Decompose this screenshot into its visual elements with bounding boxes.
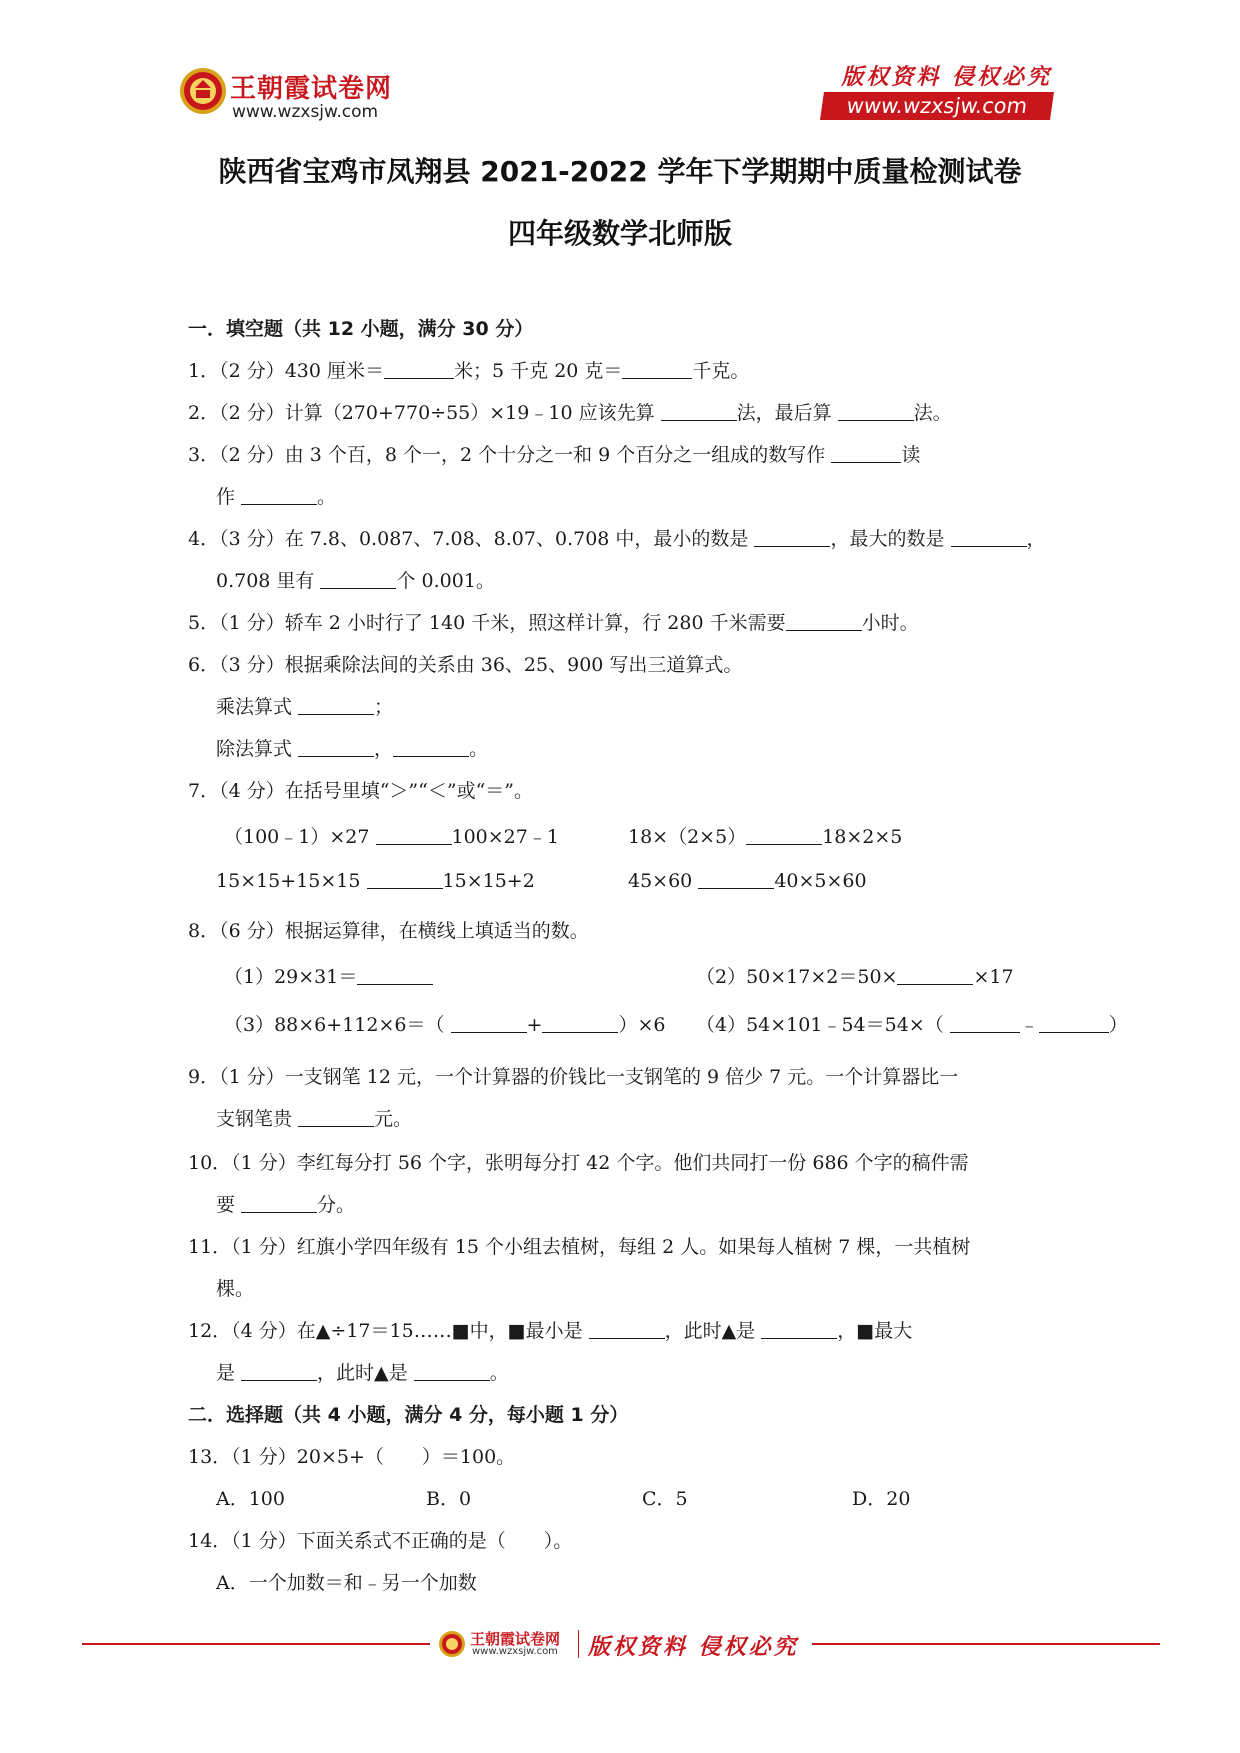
q13-option-b[interactable]: B．0 <box>426 1488 472 1510</box>
footer-divider <box>82 1643 430 1645</box>
brand-emblem-icon <box>178 66 228 116</box>
q3-text-b: 读 <box>901 444 921 466</box>
q8-s4b: ﹣ <box>1019 1014 1039 1036</box>
q4-text-b: ，最大的数是 <box>830 528 951 550</box>
question-12-cont <box>216 1358 509 1385</box>
q13-option-d[interactable]: D．20 <box>852 1488 911 1510</box>
q4-text-e: 个 0.001。 <box>396 570 495 592</box>
q7-r1c: 18×（2×5） <box>628 826 747 848</box>
answer-blank[interactable] <box>241 1194 317 1213</box>
answer-blank[interactable] <box>320 570 396 589</box>
brand-logo <box>178 64 398 124</box>
q2-text-c: 法。 <box>913 402 952 424</box>
q12-text-f: 。 <box>489 1362 509 1384</box>
q5-text-b: 小时。 <box>861 612 919 634</box>
page-title: 陕西省宝鸡市凤翔县 2021-2022 学年下学期期中质量检测试卷 <box>218 155 1022 188</box>
q12-text-c: ，■最大 <box>837 1320 913 1342</box>
question-9-cont <box>216 1104 412 1131</box>
answer-blank[interactable] <box>622 360 692 379</box>
q8-sub4 <box>696 1010 1128 1037</box>
section-heading: 一．填空题（共 12 小题，满分 30 分） <box>188 318 534 340</box>
q2-text-a: 2．（2 分）计算（270+770÷55）×19﹣10 应该先算 <box>188 402 661 424</box>
q7-r2d: 40×5×60 <box>774 870 867 892</box>
q6-text-e: ， <box>374 738 394 760</box>
q3-text-c: 作 <box>216 486 242 508</box>
answer-blank[interactable] <box>761 1320 837 1339</box>
q7-r2b: 15×15+2 <box>442 870 535 892</box>
q12-text-d: 是 <box>216 1362 242 1384</box>
answer-blank[interactable] <box>754 528 830 547</box>
answer-blank[interactable] <box>950 1014 1020 1033</box>
q3-text-d: 。 <box>317 486 337 508</box>
question-1 <box>188 356 749 383</box>
q6-text-c: ； <box>374 696 394 718</box>
question-10-cont <box>216 1190 355 1217</box>
footer-separator <box>578 1630 579 1658</box>
answer-blank[interactable] <box>951 528 1027 547</box>
q1-text-c: 千克。 <box>692 360 750 382</box>
answer-blank[interactable] <box>589 1320 665 1339</box>
q5-text-a: 5．（1 分）轿车 2 小时行了 140 千米，照这样计算，行 280 千米需要 <box>188 612 786 634</box>
answer-blank[interactable] <box>298 738 374 757</box>
question-10: 10．（1 分）李红每分打 56 个字，张明每分打 42 个字。他们共同打一份 686 个字的稿件需 <box>188 1152 969 1174</box>
page-footer <box>0 1620 1240 1660</box>
q6-text-b: 乘法算式 <box>216 696 299 718</box>
q13-option-a[interactable]: A．100 <box>216 1488 285 1510</box>
page-subtitle: 四年级数学北师版 <box>507 217 732 250</box>
q8-s2b: ×17 <box>973 966 1014 988</box>
q7-row1-left <box>224 822 559 849</box>
question-4 <box>188 524 1046 551</box>
q7-r1d: 18×2×5 <box>822 826 903 848</box>
q8-s4a: （4）54×101﹣54＝54×（ <box>696 1014 950 1036</box>
q14-option-a[interactable]: A．一个加数＝和﹣另一个加数 <box>216 1572 477 1594</box>
question-12 <box>188 1316 912 1343</box>
question-3 <box>188 440 920 467</box>
copyright-block <box>816 60 1052 124</box>
answer-blank[interactable] <box>746 826 822 845</box>
q12-text-a: 12．（4 分）在▲÷17＝15……■中，■最小是 <box>188 1320 589 1342</box>
q8-sub1 <box>224 962 433 989</box>
q9-text-c: 元。 <box>374 1108 413 1130</box>
question-6: 6．（3 分）根据乘除法间的关系由 36、25、900 写出三道算式。 <box>188 654 743 676</box>
question-6-divide <box>216 734 488 761</box>
q4-text-c: ， <box>1026 528 1046 550</box>
footer-copyright: 版权资料 侵权必究 <box>588 1634 799 1660</box>
answer-blank[interactable] <box>357 966 433 985</box>
q8-s2a: （2）50×17×2＝50× <box>696 966 898 988</box>
q8-s1: （1）29×31＝ <box>224 966 358 988</box>
answer-blank[interactable] <box>831 444 901 463</box>
copyright-text: 版权资料 侵权必究 <box>841 64 1052 90</box>
q8-sub3 <box>224 1010 665 1037</box>
question-8: 8．（6 分）根据运算律，在横线上填适当的数。 <box>188 920 589 942</box>
q10-text-b: 要 <box>216 1194 242 1216</box>
q7-row2-left <box>216 870 535 892</box>
q12-text-b: ，此时▲是 <box>664 1320 762 1342</box>
answer-blank[interactable] <box>393 738 469 757</box>
q7-r1a: （100﹣1）×27 <box>224 826 376 848</box>
answer-blank[interactable] <box>367 870 443 889</box>
q1-text-a: 1．（2 分）430 厘米＝ <box>188 360 385 382</box>
question-4-cont <box>216 566 495 593</box>
question-14: 14．（1 分）下面关系式不正确的是（ ）。 <box>188 1530 573 1552</box>
answer-blank[interactable] <box>376 826 452 845</box>
q8-s3b: + <box>526 1014 543 1036</box>
question-6-multiply <box>216 692 393 719</box>
q12-text-e: ，此时▲是 <box>317 1362 414 1384</box>
question-5 <box>188 608 919 635</box>
question-11-cont: 棵。 <box>216 1278 255 1300</box>
q4-text-d: 0.708 里有 <box>216 570 321 592</box>
q7-r2a: 15×15+15×15 <box>216 870 367 892</box>
q10-text-c: 分。 <box>317 1194 356 1216</box>
question-2 <box>188 398 952 425</box>
q6-text-d: 除法算式 <box>216 738 299 760</box>
copyright-url-banner: www.wzxsjw.com <box>820 92 1054 120</box>
q6-text-f: 。 <box>469 738 489 760</box>
answer-blank[interactable] <box>241 486 317 505</box>
q8-sub2 <box>696 962 1014 989</box>
answer-blank[interactable] <box>897 966 973 985</box>
q1-text-b: 米；5 千克 20 克＝ <box>454 360 623 382</box>
section-heading: 二．选择题（共 4 小题，满分 4 分，每小题 1 分） <box>188 1404 629 1426</box>
q7-row2-right <box>628 870 867 892</box>
answer-blank[interactable] <box>384 360 454 379</box>
footer-brand-url: www.wzxsjw.com <box>472 1646 558 1657</box>
brand-url: www.wzxsjw.com <box>232 102 379 122</box>
q8-s4c: ） <box>1108 1014 1128 1036</box>
q8-s3a: （3）88×6+112×6＝（ <box>224 1014 451 1036</box>
answer-blank[interactable] <box>661 402 737 421</box>
question-11: 11．（1 分）红旗小学四年级有 15 个小组去植树，每组 2 人。如果每人植树 7 棵，一共植树 <box>188 1236 971 1258</box>
q8-s3c: ）×6 <box>618 1014 666 1036</box>
q7-r1b: 100×27﹣1 <box>451 826 559 848</box>
answer-blank[interactable] <box>542 1014 618 1033</box>
q7-r2c: 45×60 <box>628 870 699 892</box>
q13-option-c[interactable]: C．5 <box>642 1488 688 1510</box>
answer-blank[interactable] <box>1039 1014 1109 1033</box>
answer-blank[interactable] <box>698 870 774 889</box>
q9-text-b: 支钢笔贵 <box>216 1108 299 1130</box>
brand-name: 王朝霞试卷网 <box>230 74 393 104</box>
answer-blank[interactable] <box>298 1108 374 1127</box>
brand-emblem-icon <box>438 1630 466 1658</box>
question-13: 13．（1 分）20×5+（ ）＝100。 <box>188 1446 516 1468</box>
question-7: 7．（4 分）在括号里填“＞”“＜”或“＝”。 <box>188 780 533 802</box>
answer-blank[interactable] <box>786 612 862 631</box>
answer-blank[interactable] <box>298 696 374 715</box>
question-9: 9．（1 分）一支钢笔 12 元，一个计算器的价钱比一支钢笔的 9 倍少 7 元。一个计算器比一 <box>188 1066 959 1088</box>
answer-blank[interactable] <box>414 1362 490 1381</box>
answer-blank[interactable] <box>241 1362 317 1381</box>
footer-divider <box>812 1643 1160 1645</box>
answer-blank[interactable] <box>451 1014 527 1033</box>
q7-row1-right <box>628 822 902 849</box>
q3-text-a: 3．（2 分）由 3 个百，8 个一，2 个十分之一和 9 个百分之一组成的数写作 <box>188 444 832 466</box>
q4-text-a: 4．（3 分）在 7.8、0.087、7.08、8.07、0.708 中，最小的数是 <box>188 528 755 550</box>
footer-brand-name: 王朝霞试卷网 <box>470 1630 561 1648</box>
question-3-cont <box>216 482 336 509</box>
q2-text-b: 法，最后算 <box>736 402 838 424</box>
answer-blank[interactable] <box>838 402 914 421</box>
